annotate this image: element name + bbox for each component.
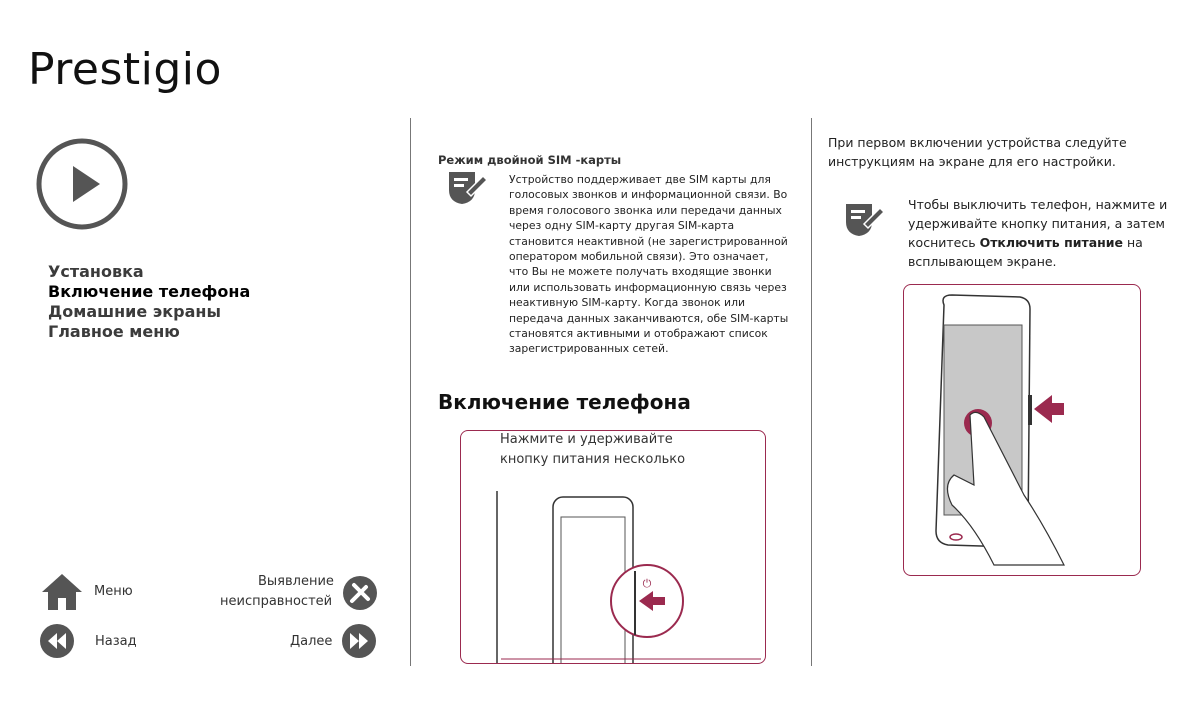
instruction-line-2: кнопку питания несколько — [500, 452, 686, 467]
power-on-title: Включение телефона — [438, 390, 691, 414]
home-icon[interactable] — [40, 572, 84, 612]
menu-label[interactable]: Меню — [94, 584, 133, 599]
toc-item-power-on[interactable]: Включение телефона — [48, 282, 251, 301]
instruction-line-1: Нажмите и удерживайте — [500, 432, 673, 447]
note-icon-2 — [842, 200, 886, 238]
brand-logo: Prestigio — [28, 44, 222, 95]
shutdown-text-post: на всплывающем экране. — [908, 235, 1143, 269]
next-label[interactable]: Далее — [290, 634, 333, 649]
toc-item-home-screens[interactable]: Домашние экраны — [48, 302, 221, 321]
toc-item-install[interactable]: Установка — [48, 262, 144, 281]
back-label[interactable]: Назад — [95, 634, 137, 649]
table-of-contents — [48, 262, 250, 342]
toc-item-main-menu[interactable]: Главное меню — [48, 322, 180, 341]
shutdown-text-bold: Отключить питание — [979, 235, 1124, 250]
play-icon[interactable] — [36, 138, 128, 230]
tools-icon[interactable] — [342, 575, 378, 611]
phone-shutdown-drawing — [904, 285, 1140, 575]
sim-description: Устройство поддерживает две SIM карты для голосовых звонков и информационной связи. Во время голосового звонка или передачи данных через одну SIM-карту другая SIM-карта становится неактивной (не зарегистрированной оператором мобильной связи). Это означает, что Вы не можете получать входящие звонки или использовать информационную связь через неактивную SIM-карту. Когда звонок или передача данных заканчиваются, обе SIM-карты становятся активными и отображают список зарегистрированных сетей. — [509, 173, 789, 356]
column-divider-left — [410, 118, 411, 666]
troubleshoot-label-1[interactable]: Выявление — [258, 574, 334, 589]
shutdown-illustration — [903, 284, 1141, 576]
forward-icon[interactable] — [341, 623, 377, 659]
shutdown-text-pre: Чтобы выключить телефон, нажмите и удерживайте кнопку питания, а затем коснитесь — [908, 197, 1168, 250]
power-on-instruction — [500, 430, 720, 470]
first-boot-text: При первом включении устройства следуйте инструкциям на экране для его настройки. — [828, 135, 1127, 169]
note-icon — [445, 168, 489, 206]
troubleshoot-label-2[interactable]: неисправностей — [220, 594, 333, 609]
svg-text:⏻: ⏻ — [642, 577, 652, 590]
sim-heading: Режим двойной SIM -карты — [438, 153, 622, 167]
column-divider-right — [811, 118, 812, 666]
back-icon[interactable] — [39, 623, 75, 659]
shutdown-instruction — [908, 195, 1178, 271]
